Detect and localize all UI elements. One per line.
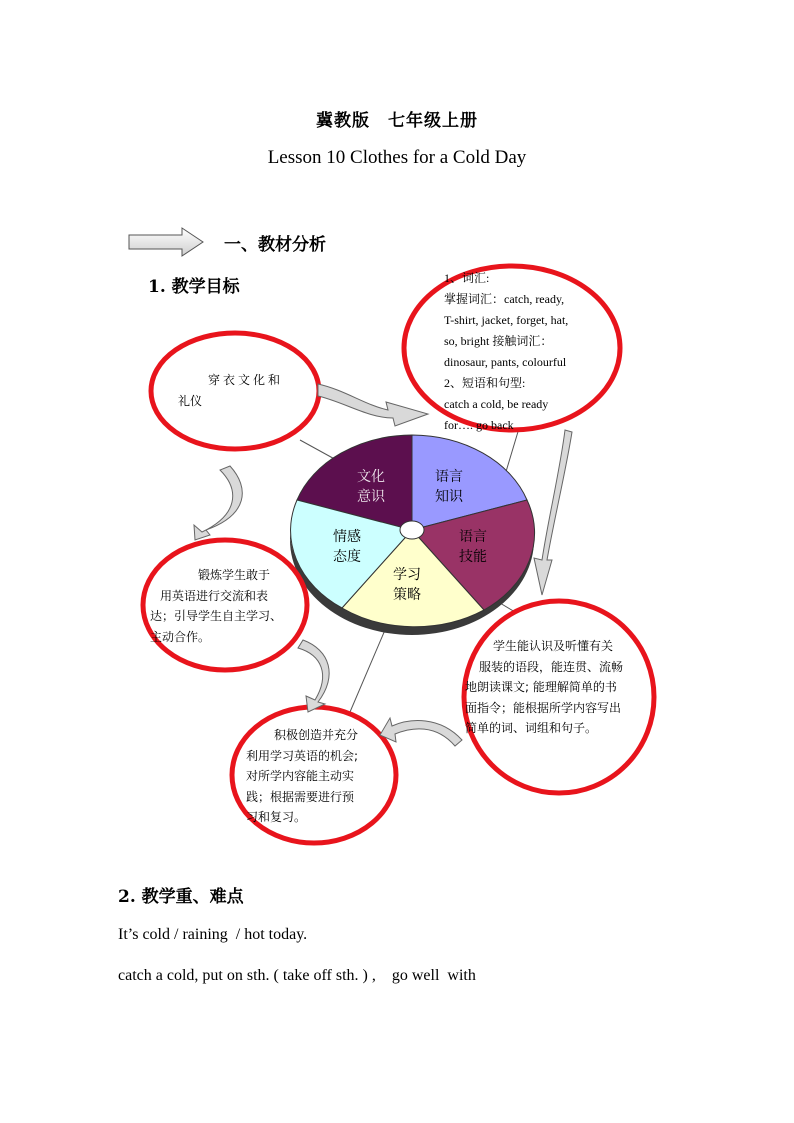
pie-label-line: 技能 — [459, 549, 487, 565]
circle-attitude-text — [150, 565, 310, 647]
circle-text-line: 主动合作。 — [150, 629, 211, 644]
circle-text-line: 利用学习英语的机会; — [246, 748, 359, 763]
circle-text-line: 穿衣文化和 — [208, 373, 284, 387]
pie-label-line: 知识 — [435, 489, 463, 505]
circle-text-line: 用英语进行交流和表 — [160, 588, 269, 603]
pie-label-line: 意识 — [357, 489, 385, 505]
circle-text-line: 简单的词、词组和句子。 — [465, 721, 598, 735]
circle-text-line: 锻炼学生敢于 — [198, 568, 271, 582]
pie-label-line: 学习 — [393, 567, 421, 583]
circle-text-line: 服装的语段，能连贯、流畅 — [479, 659, 624, 674]
pie-label-line: 态度 — [333, 549, 361, 565]
circle-text-line: 达；引导学生自主学习、 — [150, 609, 283, 623]
circle-text-line: 学生能认识及听懂有关 — [493, 639, 614, 653]
pie-label-line: 策略 — [393, 587, 421, 603]
section-heading-analysis: 一、教材分析 — [224, 235, 326, 255]
pie-center — [400, 521, 424, 539]
circle-text-line: catch a cold, be ready — [444, 397, 549, 411]
circle-text-line: 对所学内容能主动实 — [246, 769, 355, 783]
circle-text-line: 地朗读课文; 能理解简单的书 — [465, 680, 617, 694]
pie-label-line: 情感 — [333, 529, 361, 545]
circle-text-line: T-shirt, jacket, forget, hat, — [444, 313, 569, 327]
pie-label-line: 文化 — [357, 469, 385, 485]
page-title-cn: 冀教版 七年级上册 — [316, 111, 478, 131]
circle-text-line: 掌握词汇：catch, ready, — [444, 292, 565, 306]
pie-label-culture — [346, 467, 396, 507]
sub-heading-goals: 1. 教学目标 — [148, 277, 240, 297]
circle-knowledge-text — [444, 268, 594, 436]
circle-text-line: dinosaur, pants, colourful — [444, 355, 567, 369]
circle-culture-text — [178, 370, 298, 411]
circle-text-line: 积极创造并充分 — [274, 728, 359, 742]
pie-label-line: 语言 — [435, 469, 463, 485]
curved-arrow-icon — [534, 430, 572, 595]
circle-text-line: for…. go back — [444, 418, 514, 432]
pie-label-line: 语言 — [459, 529, 487, 545]
circle-strategy-text — [246, 725, 386, 828]
right-arrow-icon — [129, 228, 203, 256]
circle-skills-text — [465, 636, 645, 739]
curved-arrow-icon — [380, 718, 462, 746]
curved-arrow-icon — [318, 384, 428, 426]
key-phrases: catch a cold, put on sth. ( take off sth. ) , go well with — [118, 967, 476, 984]
pie-label-skills — [448, 527, 498, 567]
pie-label-attitude — [322, 527, 372, 567]
circle-text-line: 践；根据需要进行预 — [246, 789, 355, 804]
sub-heading-key-points: 2. 教学重、难点 — [118, 887, 244, 907]
curved-arrow-icon — [194, 466, 242, 540]
circle-text-line: 2、短语和句型: — [444, 376, 526, 390]
circle-text-line: 面指令；能根据所学内容写出 — [465, 700, 622, 715]
circle-text-line: 礼仪 — [178, 393, 203, 408]
pie-label-knowledge — [424, 467, 474, 507]
circle-text-line: 习和复习。 — [246, 810, 307, 824]
page-title-en: Lesson 10 Clothes for a Cold Day — [267, 147, 527, 168]
pie-label-strategy — [382, 565, 432, 605]
curved-arrow-icon — [298, 640, 329, 712]
key-sentence: It’s cold / raining / hot today. — [118, 926, 308, 943]
circle-text-line: so, bright 接触词汇： — [444, 334, 553, 348]
circle-text-line: 1、词汇: — [444, 271, 490, 285]
